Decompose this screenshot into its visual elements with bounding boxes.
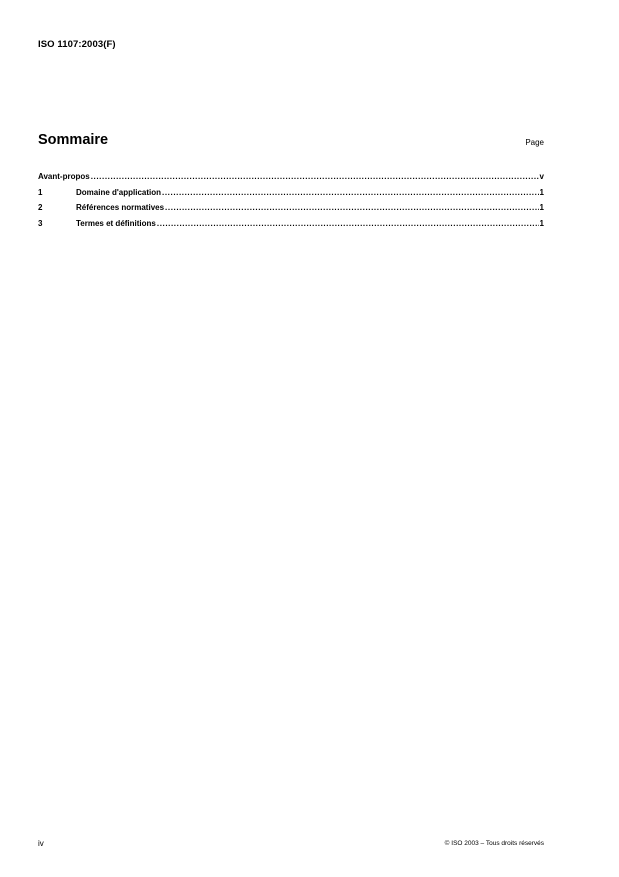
table-of-contents [38, 172, 544, 234]
toc-entry-page: 1 [539, 187, 544, 197]
footer-copyright: © ISO 2003 – Tous droits réservés [444, 840, 544, 847]
toc-title: Sommaire [38, 132, 109, 148]
toc-page-column-label: Page [525, 138, 544, 147]
toc-dot-leader [165, 203, 539, 212]
toc-entry-title: Avant-propos [38, 172, 90, 181]
toc-entry-page: 1 [539, 203, 544, 212]
toc-entry-page: v [539, 172, 544, 181]
toc-entry-title: Termes et définitions [76, 218, 156, 228]
toc-entry-references[interactable] [38, 203, 544, 219]
toc-dot-leader [162, 188, 539, 197]
toc-entry-domaine[interactable] [38, 188, 544, 204]
footer-page-number: iv [38, 839, 44, 848]
toc-entry-number: 2 [38, 203, 43, 212]
toc-entry-page: 1 [539, 218, 544, 228]
toc-entry-avant-propos[interactable] [38, 172, 544, 188]
toc-entry-number: 3 [38, 218, 43, 228]
toc-dot-leader [157, 219, 539, 228]
document-identifier: ISO 1107:2003(F) [38, 39, 116, 50]
toc-entry-title: Références normatives [76, 203, 165, 212]
toc-entry-title: Domaine d'application [76, 187, 162, 197]
toc-dot-leader [91, 172, 539, 181]
toc-entry-number: 1 [38, 187, 43, 197]
toc-entry-termes[interactable] [38, 219, 544, 235]
